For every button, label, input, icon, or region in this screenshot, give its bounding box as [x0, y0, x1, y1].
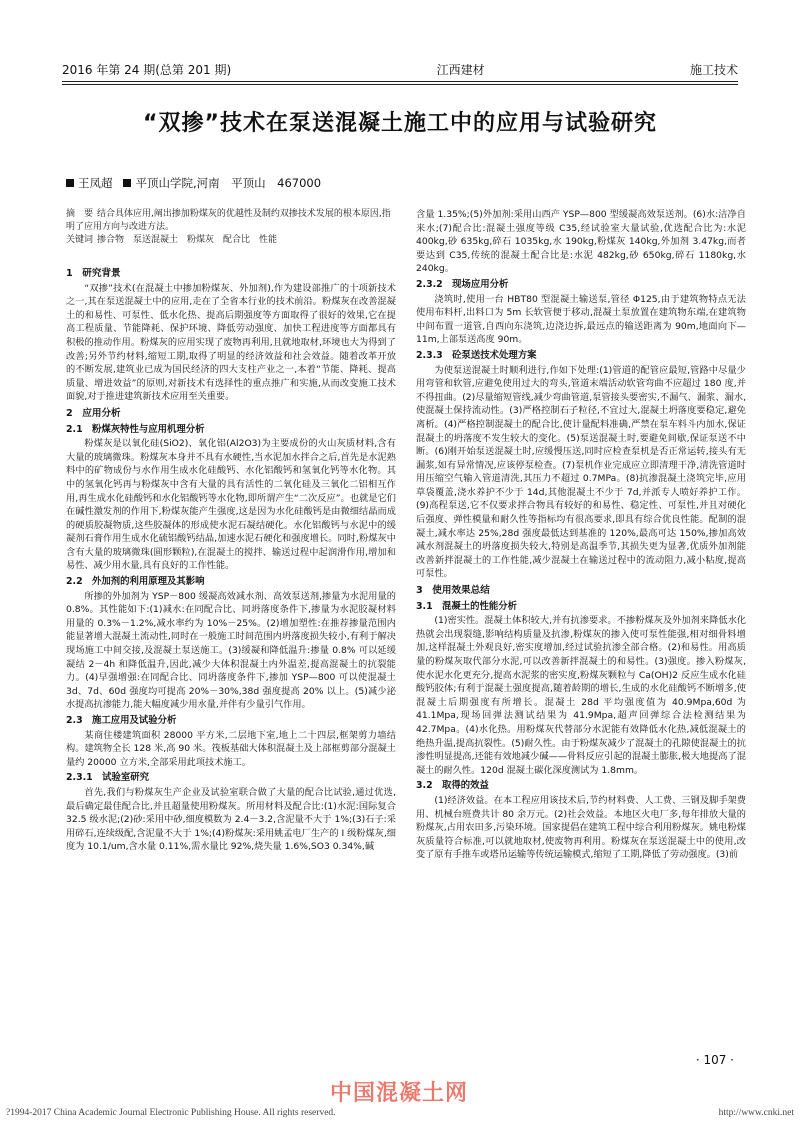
paragraph: (1)经济效益。在本工程应用该技术后,节约材料费、人工费、三钢及脚手架费用、机械台班费共计 80 余万元。(2)社会效益。本地区火电厂多,每年排放大量的粉煤灰,占用农田多,污染环境。国家提倡在建筑工程中综合利用粉煤灰。姚电粉煤灰质量符合标准,可以就地取材,使废物再利用。粉煤灰在泵送混凝土中的使用,改变了原有手推车或塔吊运输等传统运输模式,缩短了工期,降低了劳动强度。(3)前 — [416, 794, 746, 861]
paragraph: 粉煤灰是以氧化硅(SiO2)、氧化铝(Al2O3)为主要成份的火山灰质材料,含有大量的玻璃微珠。粉煤灰本身并不具有水硬性,当水泥加水拌合之后,首先是水泥熟料中的矿物成份与水作用生成水化硅酸钙、水化铝酸钙和氢氧化钙等水化物。其中的氢氧化钙再与粉煤灰中含有大量的具有活性的二氧化硅及三氧化二铝相互作用,再生成水化硅酸钙和水化铝酸钙等水化物,即所谓产生“二次反应”。也就是它们在碱性激发剂的作用下,粉煤灰能产生强度,这是因为水化硅酸钙是由微细结晶而成的硬质胶凝物质,这些胶凝体的形成使水泥石凝结硬化。水化铝酸钙与水泥中的缓凝剂石膏作用生成水化硫铝酸钙结晶,加速水泥石硬化和强度增长。同时,粉煤灰中含有大量的玻璃微珠(圆形颗粒),在混凝土的搅拌、输送过程中起润滑作用,增加和易性、减少用水量,具有良好的工作性能。 — [66, 438, 396, 572]
paragraph: “双掺”技术(在混凝土中掺加粉煤灰、外加剂),作为建设部推广的十项新技术之一,其在泵送混凝土中的应用,走在了全省本行业的技术前沿。粉煤灰在改善混凝土的和易性、可泵性、低水化热、提高后期强度等方面取得了很好的效果,它在提高工程质量、节能降耗、保护环境、降低劳动强度、加快工程进度等方面都具有积极的推动作用。粉煤灰的应用实现了废物再利用,且就地取材,环境也大为得到了改善;另外节约材料,缩短工期,取得了明显的经济效益和社会效益。随着改革开放的不断发展,建筑业已成为国民经济的四大支柱产业之一,本着“节能、降耗、提高质量、增进效益”的原则,对新技术有选择性的重点推广和实施,从而改变施工技术面貌,对于推进建筑新技术应用至关重要。 — [66, 282, 396, 403]
section-heading: 2.3 施工应用及试验分析 — [66, 715, 177, 726]
paragraph: 某商住楼建筑面积 28000 平方米,二层地下室,地上二十四层,框架剪力墙结构。建筑物全长 128 米,高 90 米。筏板基础大体积混凝土及上部框剪部分混凝土量约 20000 立方米,全部采用此项技术施工。 — [66, 729, 396, 768]
section-heading: 3.1 混凝土的性能分析 — [416, 600, 517, 612]
left-column — [66, 264, 396, 854]
keywords-text: 掺合物 泵送混凝土 粉煤灰 配合比 性能 — [97, 235, 278, 245]
header-rule-2 — [62, 84, 738, 85]
author-bullet-icon — [66, 179, 74, 187]
paragraph: 为使泵送混凝土时顺利进行,作如下处理:(1)管道的配管应最短,管路中尽量少用弯管和软管,应避免使用过大的弯头,管道末端活动软管弯曲不应超过 180 度,并不得扭曲。(2)尽量缩短管线,减少弯曲管道,泵管接头要密实,不漏气、漏浆、漏水,使混凝土保持流动性。(3)严格控制石子粒径,不宜过大,混凝土坍落度要稳定,避免离析。(4)严格控制混凝土的配合比,使计量配料准确,严禁在泵车料斗内加水,保证混凝土的坍落度不发生较大的变化。(5)泵送混凝土时,要避免间歇,保证泵送不中断。(6)刚开始泵送混凝土时,应缓慢压送,同时应检查泵机是否正常运转,接头有无漏浆,如有异常情况,应该停泵检查。(7)泵机作业完成应立即清理干净,清洗管道时用压缩空气输入管道清洗,其压力不超过 0.7MPa。(8)抗渗混凝土浇筑完毕,应用草袋覆盖,浇水养护不少于 14d,其他混凝土不少于 7d,并派专人喷好养护工作。(9)高程泵送,它不仅要求拌合物具有较好的和易性、稳定性、可泵性,并且对硬化后强度、弹性模量和耐久性等指标均有很高要求,即具有综合优良性能。配制的混凝土,减水率达 25%,28d 强度最低达到基准的 120%,最高可达 150%,掺加高效减水剂混凝土的坍落度损失较大,特别是高温季节,其损失更为显著,优质外加剂能改善新拌混凝土的工作性能,减少混凝土在输送过程中的流动阻力,减小粘度,提高可泵性。 — [416, 364, 746, 580]
running-header — [62, 60, 738, 78]
abstract-text: 结合具体应用,阐出掺加粉煤灰的优越性及制约双掺技术发展的根本原因,指明了应用方向与改进方法。 — [66, 209, 391, 232]
watermark-logo: 中国混凝土网 — [330, 1081, 469, 1106]
paragraph: (1)密实性。混凝土体积较大,并有抗渗要求。不掺粉煤灰及外加剂来降低水化热就会出现裂缝,影响结构质量及抗渗,粉煤灰的掺入使可泵性能强,相对细骨料增加,这样混凝土外观良好,密实度增加,经过试验抗渗全部合格。(2)和易性。用高质量的粉煤灰取代部分水泥,可以改善新拌混凝土的和易性。(3)强度。掺入粉煤灰,使水泥水化更充分,提高水泥浆的密实度,粉煤灰颗粒与 Ca(OH)2 反应生成水化硅酸钙胶体;有利于混凝土强度提高,随着龄期的增长,生成的水化硅酸钙不断增多,使混凝土后期强度有所增长。混凝土 28d 平均强度值为 40.9Mpa,60d 为 41.1Mpa,现场回弹法测试结果为 41.9Mpa,超声回弹综合法检测结果为 42.7Mpa。(4)水化热。用粉煤灰代替部分水泥能有效降低水化热,减低混凝土的绝热升温,提高抗裂性。(5)耐久性。由于粉煤灰减少了混凝土的孔隙使混凝土的抗渗性明显提高,还能有效地减少碱——骨料反应引起的混凝土膨胀,极大地提高了混凝土的耐久性。120d 混凝土碳化深度测试为 1.8mm。 — [416, 615, 746, 776]
abstract — [66, 208, 396, 247]
section-heading: 3.2 取得的效益 — [416, 780, 489, 792]
footer — [6, 1108, 794, 1118]
section-heading: 3 使用效果总结 — [416, 585, 490, 597]
section-heading: 2.2 外加剂的利用原理及其影响 — [66, 576, 205, 588]
page-number: · 107 · — [695, 1053, 734, 1067]
right-column — [416, 208, 746, 862]
paragraph: 浇筑时,使用一台 HBT80 型混凝土输送泵,管径 Φ125,由于建筑物特点无法使用布料杆,出料口为 5m 长软管便于移动,混凝土泵放置在建筑物东端,在建筑物中间布置一道管,自西向东浇筑,边浇边拆,最远点的输送距离为 90m,地面向下—11m,上部泵送高度 90m。 — [416, 293, 746, 346]
affiliation-bullet-icon — [123, 179, 131, 187]
keywords-label: 关键词 — [66, 235, 94, 245]
section-heading: 2.3.3 砼泵送技术处理方案 — [416, 349, 537, 361]
article-title: “双掺”技术在泵送混凝土施工中的应用与试验研究 — [143, 111, 657, 136]
author-affiliation: 平顶山学院,河南 平顶山 467000 — [135, 176, 322, 190]
section-heading: 2.1 粉煤灰特性与应用机理分析 — [66, 423, 205, 435]
footer-copyright: ?1994-2017 China Academic Journal Electronic Publishing House. All rights reserved. — [6, 1108, 336, 1118]
paragraph: 含量 1.35%;(5)外加剂:采用山西产 YSP—800 型缓凝高效泵送剂。(6)水:洁净自来水;(7)配合比:混凝土强度等级 C35,经试验室大量试验,优选配合比为:水泥 400kg,砂 635kg,碎石 1035kg,水 190kg,粉煤灰 140kg,外加剂 3.47kg,而者要达到 C35,传统的混凝土配合比是:水泥 482kg,砂 650kg,碎石 1180kg,水 240kg。 — [416, 209, 746, 275]
author-name: 王凤超 — [78, 176, 113, 190]
header-rule — [62, 81, 738, 82]
paragraph: 所掺的外加剂为 YSP－800 缓凝高效减水剂、高效泵送剂,掺量为水泥用量的 0.8%。其性能如下:(1)减水:在同配合比、同坍落度条件下,掺量为水泥胶凝材料用量的 0.3%－1.2%,减水率约为 10%－25%。(2)增加塑性:在推荐掺量范围内能显著增大混凝土流动性,同时在一般施工时间范围内坍落度损失较小,有利于解决现场施工中间交接,及混凝土泵送施工。(3)缓凝和降低温升:掺量 0.8% 可以延缓凝结 2－4h 和降低温升,因此,减少大体积混凝土内外温差,提高混凝土的抗裂能力。(4)早强增强:在同配合比、同坍落度条件下,掺加 YSP—800 可以使混凝土 3d、7d、60d 强度均可提高 20%－30%,38d 强度提高 20% 以上。(5)减少泌水提高抗渗能力,能大幅度减少用水量,并伴有少量引气作用。 — [66, 590, 396, 711]
section-heading: 2 应用分析 — [66, 407, 121, 419]
section-heading: 2.3.2 现场应用分析 — [416, 278, 509, 290]
header-section: 施工技术 — [689, 63, 738, 77]
paragraph: 首先,我们与粉煤灰生产企业及试验室联合做了大量的配合比试验,通过优选,最后确定最佳配合比,并且超量使用粉煤灰。所用材料及配合比:(1)水泥:国际复合 32.5 级水泥;(2)砂:采用中砂,细度模数为 2.4－3.2,含泥量不大于 1%;(3)石子:采用碎石,连续级配,含泥量不大于 1%;(4)粉煤灰:采用姚孟电厂生产的 I 级粉煤灰,细度为 10.1/um,含水量 0.11%,需水量比 92%,烧失量 1.6%,SO3 0.34%,碱 — [66, 786, 396, 853]
author-line — [66, 175, 321, 191]
footer-url[interactable]: http://www.cnki.net — [718, 1108, 794, 1118]
abstract-label: 摘 要 — [66, 209, 94, 219]
section-heading: 2.3.1 试验室研究 — [66, 772, 149, 784]
header-journal: 江西建材 — [436, 63, 485, 77]
header-issue: 2016 年第 24 期(总第 201 期) — [62, 63, 232, 77]
section-heading: 1 研究背景 — [66, 268, 121, 279]
